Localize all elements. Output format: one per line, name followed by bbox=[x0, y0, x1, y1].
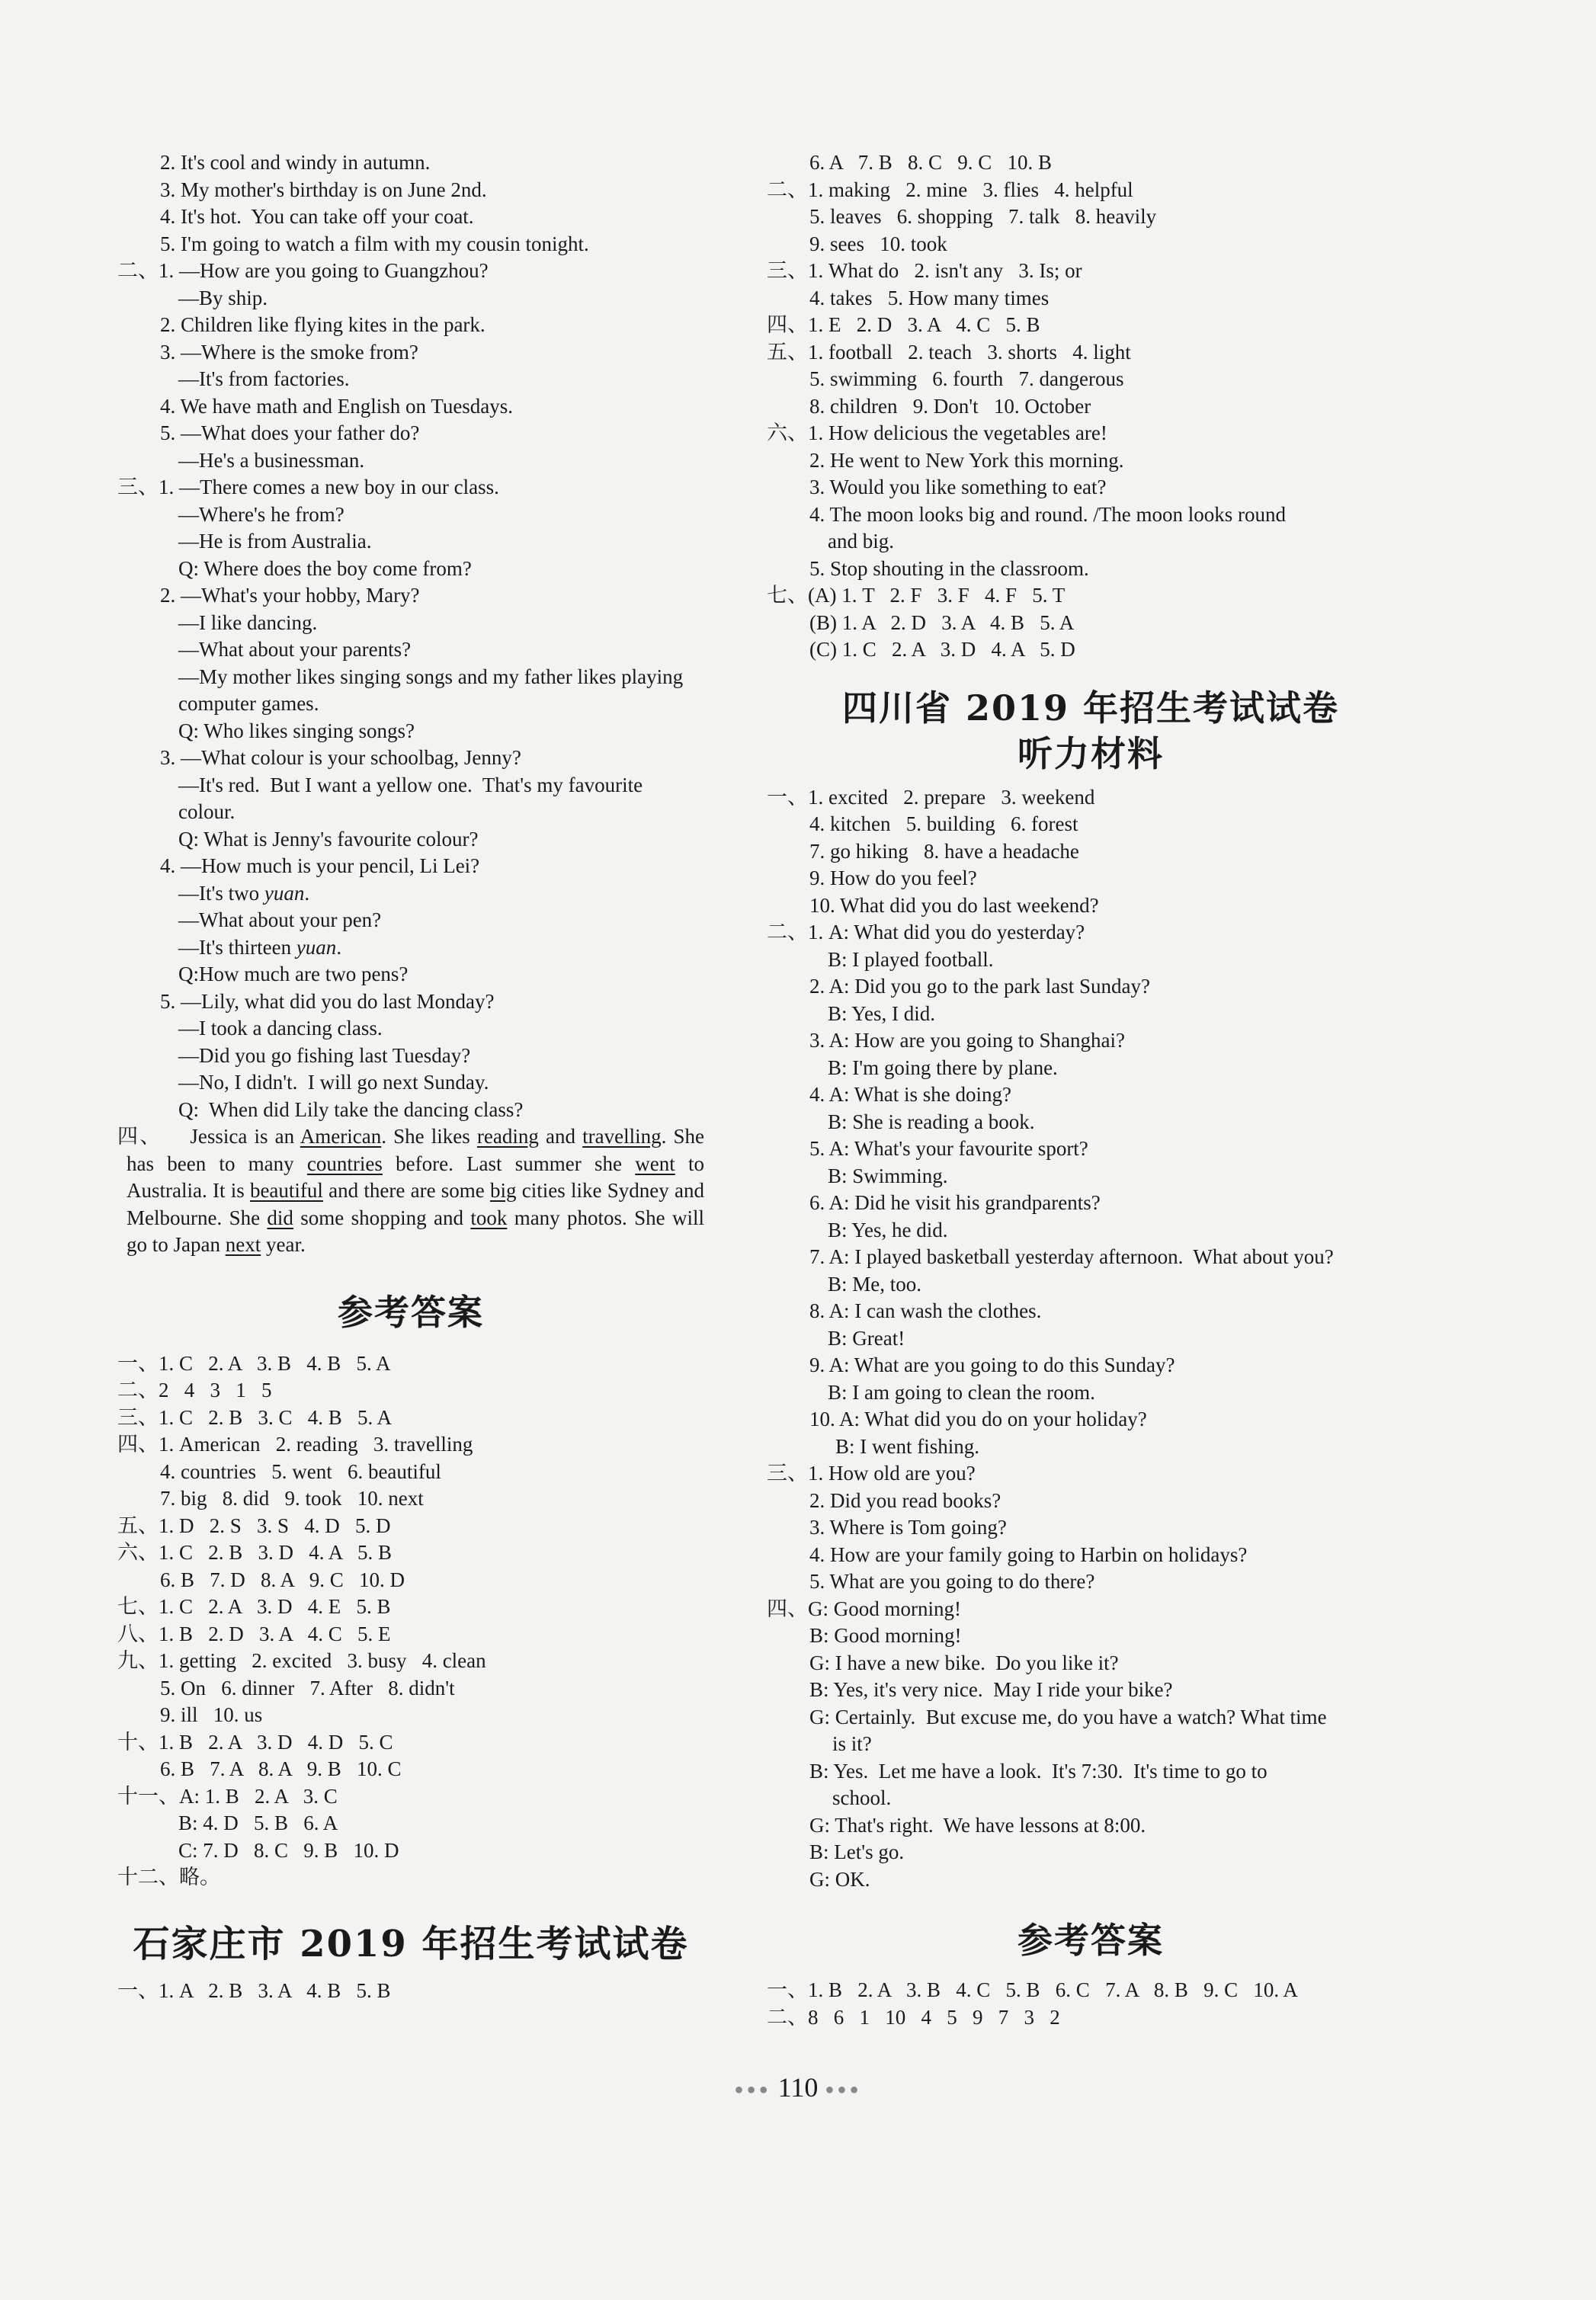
answer-line: 十、1. B 2. A 3. D 4. D 5. C bbox=[117, 1730, 393, 1754]
text-line: school. bbox=[832, 1786, 892, 1809]
underlined-word: went bbox=[635, 1152, 675, 1175]
text-line: 7. go hiking 8. have a headache bbox=[809, 839, 1079, 863]
text-line: 7. A: I played basketball yesterday afternoon. What about you? bbox=[809, 1245, 1334, 1268]
text-line: 2. —What's your hobby, Mary? bbox=[160, 584, 420, 607]
text-line: B: Yes, I did. bbox=[828, 1001, 936, 1025]
text-line: 四、G: Good morning! bbox=[767, 1597, 961, 1620]
text-line: 9. How do you feel? bbox=[809, 867, 977, 889]
answer-line: 十一、A: 1. B 2. A 3. C bbox=[117, 1784, 338, 1808]
sjz-exam-heading: 石家庄市 2019 年招生考试试卷 bbox=[133, 1922, 689, 1965]
text-line: is it? bbox=[832, 1732, 872, 1755]
answer-line: 9. ill 10. us bbox=[160, 1703, 263, 1726]
text-line: B: Great! bbox=[828, 1326, 905, 1350]
text-line: Q: When did Lily take the dancing class? bbox=[178, 1097, 524, 1121]
answers-heading: 参考答案 bbox=[1018, 1920, 1164, 1961]
text-line: —By ship. bbox=[178, 286, 268, 309]
text-line: 6. A: Did he visit his grandparents? bbox=[809, 1191, 1101, 1214]
text-line: —It's thirteen yuan. bbox=[178, 935, 342, 959]
underlined-word: beautiful bbox=[249, 1179, 323, 1202]
text-line: —Did you go fishing last Tuesday? bbox=[178, 1043, 471, 1067]
text-line: 5. I'm going to watch a film with my cousin tonight. bbox=[160, 232, 589, 255]
text-line: B: Good morning! bbox=[809, 1624, 962, 1647]
answer-line: 5. swimming 6. fourth 7. dangerous bbox=[809, 367, 1124, 390]
text-line: Q: Who likes singing songs? bbox=[178, 719, 415, 742]
text-line: B: Yes. Let me have a look. It's 7:30. It's time to go to bbox=[809, 1759, 1268, 1783]
answer-line: 9. sees 10. took bbox=[809, 232, 947, 255]
underlined-word: American bbox=[300, 1125, 382, 1148]
answer-line: 6. B 7. D 8. A 9. C 10. D bbox=[160, 1568, 405, 1591]
text-line: B: Me, too. bbox=[828, 1272, 922, 1296]
answer-line: (B) 1. A 2. D 3. A 4. B 5. A bbox=[809, 610, 1075, 634]
text-fragment: Jessica is an bbox=[190, 1125, 300, 1148]
text-line: 5. A: What's your favourite sport? bbox=[809, 1137, 1088, 1160]
text-line: —It's from factories. bbox=[178, 367, 350, 390]
text-line: 2. Children like flying kites in the park. bbox=[160, 313, 486, 336]
answer-line: 2. He went to New York this morning. bbox=[809, 448, 1124, 472]
answer-line: 三、1. What do 2. isn't any 3. Is; or bbox=[767, 259, 1082, 282]
answer-line: 7. big 8. did 9. took 10. next bbox=[160, 1487, 424, 1510]
text-line: Q: What is Jenny's favourite colour? bbox=[178, 827, 479, 850]
underlined-word: travelling bbox=[582, 1125, 662, 1148]
text-line: 8. A: I can wash the clothes. bbox=[809, 1299, 1042, 1322]
italic-word: yuan bbox=[264, 881, 305, 905]
answer-line: 四、1. American 2. reading 3. travelling bbox=[117, 1433, 473, 1456]
right-column bbox=[767, 149, 1415, 2031]
sc-exam-heading: 四川省 2019 年招生考试试卷 bbox=[841, 687, 1340, 729]
text-line: B: I'm going there by plane. bbox=[828, 1056, 1058, 1079]
answer-line: 3. Would you like something to eat? bbox=[809, 476, 1107, 498]
text-line: 三、1. How old are you? bbox=[767, 1462, 976, 1485]
answer-line: 六、1. How delicious the vegetables are! bbox=[767, 421, 1107, 444]
answer-line: 一、1. C 2. A 3. B 4. B 5. A bbox=[117, 1351, 391, 1375]
answer-line: 八、1. B 2. D 3. A 4. C 5. E bbox=[117, 1622, 391, 1645]
text-line: —Where's he from? bbox=[178, 502, 345, 526]
text-fragment: before. Last summer she bbox=[382, 1152, 636, 1175]
answer-line: 五、1. football 2. teach 3. shorts 4. light bbox=[767, 340, 1131, 364]
text-line: 3. A: How are you going to Shanghai? bbox=[809, 1029, 1125, 1052]
text-line: Q:How much are two pens? bbox=[178, 963, 409, 985]
text-line: B: I played football. bbox=[828, 947, 994, 971]
text-line: —It's two yuan. bbox=[178, 881, 310, 905]
text-line: 二、1. —How are you going to Guangzhou? bbox=[117, 259, 489, 282]
text-fragment: cities like Sydney and Melbourne. She bbox=[127, 1179, 704, 1229]
text-fragment: and bbox=[538, 1125, 583, 1148]
underlined-word: took bbox=[470, 1206, 508, 1229]
answer-line: C: 7. D 8. C 9. B 10. D bbox=[178, 1838, 399, 1862]
text-line: 2. It's cool and windy in autumn. bbox=[160, 151, 431, 174]
text-fragment: —It's thirteen bbox=[178, 935, 292, 959]
answer-line: 一、1. A 2. B 3. A 4. B 5. B bbox=[117, 1978, 391, 2002]
text-fragment: many photos. She will go to Japan bbox=[127, 1206, 704, 1256]
text-line: 三、1. —There comes a new boy in our class. bbox=[117, 476, 499, 498]
left-column bbox=[117, 149, 704, 2004]
answer-line: 三、1. C 2. B 3. C 4. B 5. A bbox=[117, 1405, 393, 1429]
text-line: —He's a businessman. bbox=[178, 448, 365, 472]
answer-line: 二、1. making 2. mine 3. flies 4. helpful bbox=[767, 178, 1133, 201]
text-line: 10. What did you do last weekend? bbox=[809, 893, 1099, 917]
answer-line: 4. countries 5. went 6. beautiful bbox=[160, 1459, 441, 1483]
page-number bbox=[0, 2071, 1596, 2103]
section-label: 四、 bbox=[117, 1125, 162, 1148]
text-line: 5. —What does your father do? bbox=[160, 421, 420, 444]
text-line: B: Let's go. bbox=[809, 1840, 905, 1863]
text-line: 一、1. excited 2. prepare 3. weekend bbox=[767, 785, 1095, 809]
answer-line: 4. The moon looks big and round. /The moon looks round bbox=[809, 502, 1286, 526]
text-line: 3. My mother's birthday is on June 2nd. bbox=[160, 178, 487, 201]
answer-line: 5. On 6. dinner 7. After 8. didn't bbox=[160, 1676, 455, 1699]
underlined-word: countries bbox=[306, 1152, 383, 1175]
answer-line: and big. bbox=[828, 530, 894, 553]
dots-decoration: ●●● bbox=[825, 2081, 862, 2099]
text-fragment: some shopping and bbox=[293, 1206, 471, 1229]
answer-line: 七、1. C 2. A 3. D 4. E 5. B bbox=[117, 1595, 391, 1618]
answer-line: 六、1. C 2. B 3. D 4. A 5. B bbox=[117, 1541, 393, 1564]
text-fragment: year. bbox=[261, 1233, 306, 1256]
page-number-text: 110 bbox=[777, 2072, 819, 2103]
text-fragment: . She likes bbox=[381, 1125, 477, 1148]
text-fragment: . She has been to many bbox=[127, 1125, 705, 1175]
answer-line: 一、1. B 2. A 3. B 4. C 5. B 6. C 7. A 8. B 9. C 10. A bbox=[767, 1978, 1298, 2001]
answer-line: B: 4. D 5. B 6. A bbox=[178, 1811, 338, 1834]
text-line: B: Swimming. bbox=[828, 1164, 948, 1187]
answer-line: 四、1. E 2. D 3. A 4. C 5. B bbox=[767, 313, 1040, 336]
text-line: —He is from Australia. bbox=[178, 530, 372, 553]
text-line: —No, I didn't. I will go next Sunday. bbox=[178, 1071, 489, 1094]
underlined-word: big bbox=[490, 1179, 517, 1202]
text-line: G: Certainly. But excuse me, do you have a watch? What time bbox=[809, 1705, 1327, 1728]
text-line: G: I have a new bike. Do you like it? bbox=[809, 1651, 1119, 1674]
text-line: 10. A: What did you do on your holiday? bbox=[809, 1408, 1147, 1430]
answer-line: 8. children 9. Don't 10. October bbox=[809, 394, 1091, 418]
dots-decoration: ●●● bbox=[734, 2081, 771, 2099]
text-line: —It's red. But I want a yellow one. That's my favourite bbox=[178, 773, 643, 796]
answer-line: 5. leaves 6. shopping 7. talk 8. heavily bbox=[809, 205, 1157, 228]
answer-line: 七、(A) 1. T 2. F 3. F 4. F 5. T bbox=[767, 584, 1066, 607]
answer-line: 二、2 4 3 1 5 bbox=[117, 1379, 272, 1401]
text-line: B: Yes, it's very nice. May I ride your bike? bbox=[809, 1678, 1173, 1701]
text-line: Q: Where does the boy come from? bbox=[178, 556, 472, 580]
text-line: 5. —Lily, what did you do last Monday? bbox=[160, 989, 495, 1013]
answer-line: 6. B 7. A 8. A 9. B 10. C bbox=[160, 1757, 402, 1780]
text-line: 4. —How much is your pencil, Li Lei? bbox=[160, 854, 480, 877]
text-line: —My mother likes singing songs and my father likes playing bbox=[178, 665, 684, 688]
text-line: —I took a dancing class. bbox=[178, 1017, 383, 1039]
text-line: G: That's right. We have lessons at 8:00. bbox=[809, 1813, 1146, 1837]
text-line: B: She is reading a book. bbox=[828, 1110, 1035, 1133]
text-line: computer games. bbox=[178, 692, 319, 715]
text-line: G: OK. bbox=[809, 1867, 870, 1891]
answer-line: 二、8 6 1 10 4 5 9 7 3 2 bbox=[767, 2005, 1060, 2029]
answer-line: 5. Stop shouting in the classroom. bbox=[809, 556, 1089, 580]
text-line: 4. It's hot. You can take off your coat. bbox=[160, 205, 474, 228]
text-fragment: to Australia. It is bbox=[127, 1152, 704, 1202]
text-line: —What about your parents? bbox=[178, 638, 412, 661]
underlined-word: did bbox=[267, 1206, 293, 1229]
text-line: 4. We have math and English on Tuesdays. bbox=[160, 394, 514, 418]
cloze-passage bbox=[117, 1123, 704, 1259]
text-line: B: I am going to clean the room. bbox=[828, 1380, 1095, 1404]
text-line: 9. A: What are you going to do this Sunday? bbox=[809, 1353, 1175, 1376]
answer-line: 十二、略。 bbox=[117, 1866, 220, 1888]
text-line: 4. How are your family going to Harbin on holidays? bbox=[809, 1542, 1248, 1566]
text-line: B: I went fishing. bbox=[835, 1434, 979, 1458]
text-line: —What about your pen? bbox=[178, 908, 382, 931]
text-line: 二、1. A: What did you do yesterday? bbox=[767, 921, 1085, 943]
text-fragment: —It's two bbox=[178, 881, 260, 905]
text-line: 3. —What colour is your schoolbag, Jenny? bbox=[160, 746, 521, 769]
answer-line: 九、1. getting 2. excited 3. busy 4. clean bbox=[117, 1649, 486, 1672]
italic-word: yuan bbox=[296, 935, 337, 959]
text-line: —I like dancing. bbox=[178, 610, 318, 634]
underlined-word: reading bbox=[476, 1125, 539, 1148]
answer-line: 五、1. D 2. S 3. S 4. D 5. D bbox=[117, 1514, 391, 1537]
text-line: 4. A: What is she doing? bbox=[809, 1083, 1011, 1106]
answer-line: 4. takes 5. How many times bbox=[809, 286, 1050, 309]
text-line: colour. bbox=[178, 800, 236, 823]
answer-line: (C) 1. C 2. A 3. D 4. A 5. D bbox=[809, 638, 1075, 661]
text-line: 4. kitchen 5. building 6. forest bbox=[809, 812, 1078, 835]
text-line: 2. Did you read books? bbox=[809, 1488, 1002, 1512]
text-line: 5. What are you going to do there? bbox=[809, 1570, 1095, 1593]
text-line: 3. —Where is the smoke from? bbox=[160, 340, 418, 364]
answers-heading: 参考答案 bbox=[338, 1291, 484, 1333]
text-line: 2. A: Did you go to the park last Sunday? bbox=[809, 975, 1150, 998]
text-line: B: Yes, he did. bbox=[828, 1218, 948, 1241]
text-fragment: and there are some bbox=[322, 1179, 491, 1202]
text-line: 3. Where is Tom going? bbox=[809, 1516, 1007, 1539]
listening-heading: 听力材料 bbox=[1018, 732, 1164, 774]
answer-line: 6. A 7. B 8. C 9. C 10. B bbox=[809, 151, 1053, 174]
underlined-word: next bbox=[225, 1233, 261, 1256]
